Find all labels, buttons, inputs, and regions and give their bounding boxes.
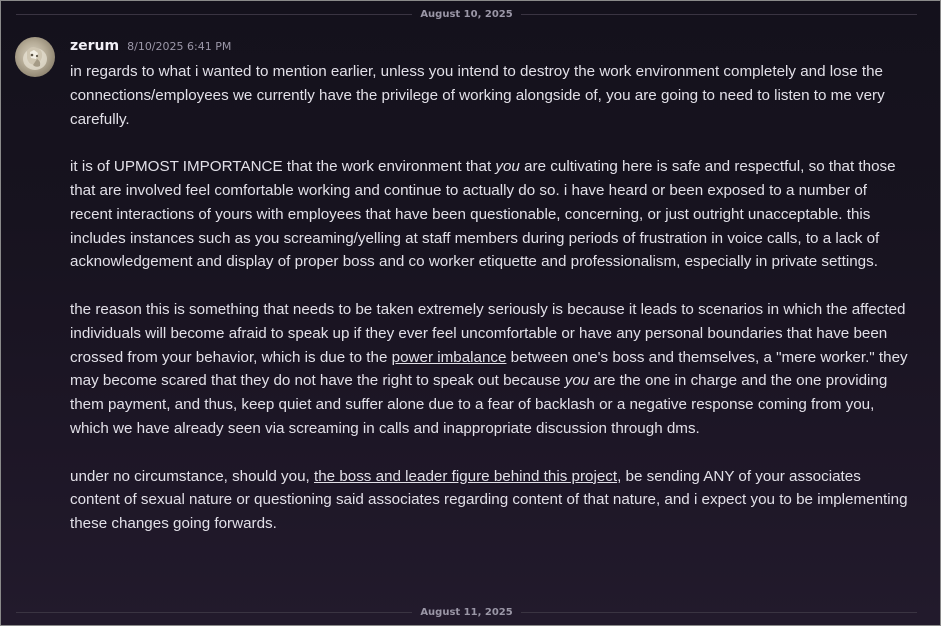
date-divider-bottom xyxy=(16,605,917,619)
message-text: the reason this is something that needs to be taken extremely seriously is because it leads to scenarios in which the affected individuals will become afraid to speak up if they ever feel uncomfortable or have any personal boundaries that have been crossed from your behavior, which is due to the xyxy=(70,300,906,366)
message-text: it is of UPMOST IMPORTANCE that the work environment that xyxy=(70,158,496,176)
emphasis-text: you xyxy=(495,158,520,176)
emphasis-text: you xyxy=(564,372,590,390)
avatar-image-icon xyxy=(15,37,55,77)
divider-line xyxy=(16,612,412,613)
message-body xyxy=(70,60,910,536)
message-text: between one's boss and themselves, a "mere worker." they may become scared that they do not have the right to speak out because xyxy=(70,348,908,390)
underlined-text: power imbalance xyxy=(391,348,507,366)
message-header xyxy=(70,38,910,60)
message-text: are the one in charge and the one providing them payment, and thus, keep quiet and suffer alone due to a fear of backlash or a negative response coming from you, which we have already seen via screaming in calls and inappropriate discussion through dms. xyxy=(70,372,888,437)
message-timestamp[interactable]: 8/10/2025 6:41 PM xyxy=(127,40,232,53)
chat-message xyxy=(70,38,910,536)
message-paragraph-4 xyxy=(70,465,910,536)
date-divider-top xyxy=(16,7,917,21)
divider-line xyxy=(521,14,917,15)
message-paragraph-3 xyxy=(70,298,910,441)
message-paragraph-1 xyxy=(70,60,910,131)
divider-line xyxy=(16,14,412,15)
message-text: are cultivating here is safe and respectful, so that those that are involved feel comfortable working and continue to actually do so. i have heard or been exposed to a number of recent interactions of yours with employees that have been questionable, concerning, or just outright unacceptable. this includes instances such as you screaming/yelling at staff members during periods of frustration in voice calls, to a lack of acknowledgement and display of proper boss and co worker etiquette and professionalism, especially in private settings. xyxy=(70,158,896,271)
message-paragraph-2 xyxy=(70,155,910,274)
message-text: in regards to what i wanted to mention earlier, unless you intend to destroy the work environment completely and lose the connections/employees we currently have the privilege of working alongside of, you are going to need to listen to me very carefully. xyxy=(70,63,885,128)
date-divider-label: August 11, 2025 xyxy=(420,606,513,618)
divider-line xyxy=(521,612,917,613)
date-divider-label: August 10, 2025 xyxy=(420,8,513,20)
underlined-text: the boss and leader figure behind this project xyxy=(313,467,618,485)
message-text: under no circumstance, should you, xyxy=(70,467,314,485)
username[interactable]: zerum xyxy=(70,38,120,54)
message-text: , be sending ANY of your associates content of sexual nature or questioning said associates regarding content of that nature, and i expect you to be implementing these changes going forwards. xyxy=(70,467,908,533)
user-avatar[interactable] xyxy=(15,37,55,77)
